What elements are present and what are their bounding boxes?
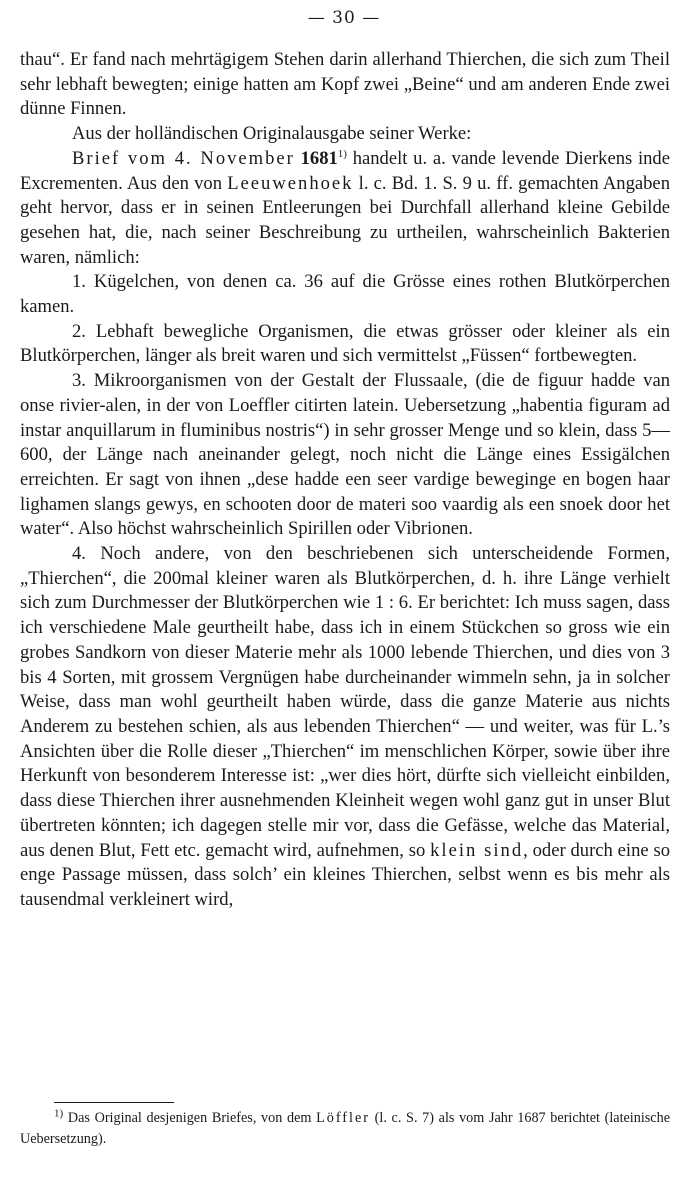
footnote-mark: 1)	[54, 1107, 64, 1120]
paragraph-letter-1681	[20, 147, 670, 271]
list-item-2: 2. Lebhaft bewegliche Organismen, die etwas grösser oder kleiner als ein Blutkörperchen, länger als breit waren und sich vermittelst „Füssen“ fortbewegten.	[20, 320, 670, 367]
list-item-4	[20, 542, 670, 913]
paragraph-continuation: thau“. Er fand nach mehrtägigem Stehen darin allerhand Thierchen, die sich zum Theil sehr lebhaft bewegten; einige hatten am Kopf zwei „Beine“ und am anderen Ende zwei dünne Finnen.	[20, 49, 670, 120]
list-item-1: 1. Kügelchen, von denen ca. 36 auf die Grösse eines rothen Blutkörperchen kamen.	[20, 271, 670, 318]
letter-text-b: gemachten Angaben geht hervor, dass er in seinen Entleerungen bei Durchfall allerhand kleine Gebilde gesehen hat, die, nach seiner Beschreibung zu urtheilen, wahrscheinlich Bakterien waren, nämlich:	[20, 172, 670, 268]
paragraph-source-intro: Aus der holländischen Originalausgabe seiner Werke:	[72, 123, 472, 145]
author-loeffler: Löffler	[316, 1110, 370, 1126]
footnote-text-b: (l. c. S. 7) als vom Jahr 1687 berichtet (lateinische Uebersetzung).	[20, 1110, 670, 1147]
letter-label: Brief vom 4. November	[72, 147, 295, 169]
list-item-4-text: 4. Noch andere, von den beschriebenen sich unterscheidende Formen, „Thierchen“, die 200mal kleiner waren als Blutkörperchen, d. h. ihre Länge verhielt sich zum Durchmesser der Blutkörperchen wie 1 : 6. Er berichtet: Ich muss sagen, dass ich verschiedene Male geurtheilt habe, dass ich in einem Stückchen so gross wie ein grobes Sandkorn von dieser Materie mehr als 1000 lebende Thierchen, und dies von 3 bis 4 Sorten, mit grossem Vergnügen habe durcheinander wimmeln sehn, ja in solcher Weise, dass man wohl geurtheilt haben würde, dass die ganze Materie aus nichts Anderem zu bestehen schien, als aus lebenden Thierchen“ — und weiter, was für L.’s Ansichten über die Rolle dieser „Thierchen“ im menschlichen Körper, sowie über ihre Herkunft von besonderem Interesse ist: „wer dies hört, dürfte sich vielleicht einbilden, dass diese Thierchen ihrer ausnehmenden Kleinheit wegen wohl ganz gut in unser Blut übertreten könnten; ich dagegen stelle mir vor, dass die Gefässe, welche das Material, aus denen Blut, Fett etc. gemacht wird, aufnehmen, so	[20, 543, 670, 861]
author-leeuwenhoek: Leeuwenhoek	[227, 172, 354, 194]
footnote-text-a: Das Original desjenigen Briefes, von dem	[63, 1110, 317, 1126]
letter-reference: l. c. Bd. 1. S. 9 u. ff.	[353, 172, 513, 194]
footnote-1	[20, 1108, 670, 1150]
list-item-3: 3. Mikroorganismen von der Gestalt der Flussaale, (die de figuur hadde van onse rivier-alen, in der von Loeffler citirten latein. Uebersetzung „habentia figuram ad instar anquillarum in fluminibus nostris“) in sehr grosser Menge und so klein, dass 5—600, der Länge nach aneinander gelegt, noch nicht die Länge eines Essigälchen erreichten. Er sagt von ihnen „dese hadde een seer vardige beweginge en bogen haar lighamen slangs gewys, en schooten door de materi soo vaardig als een snoek door het water“. Also höchst wahrscheinlich Spirillen oder Vibrionen.	[20, 370, 670, 540]
emphasis-klein-sind: klein sind	[430, 839, 524, 861]
list-item-4-text-end: , oder durch eine so enge Passage müssen, dass solch’ ein kleines Thierchen, selbst wenn es bis mehr als tausendmal verkleinert wird,	[20, 839, 671, 910]
page-number: — 30 —	[307, 8, 381, 28]
footnote	[20, 1108, 670, 1150]
body-text	[20, 48, 670, 913]
letter-year: 1681	[300, 147, 338, 169]
footnote-ref: 1)	[337, 147, 347, 160]
footnote-divider	[54, 1102, 174, 1103]
letter-text-a: handelt u. a. vande levende Dierkens inde Excrementen. Aus den von	[20, 147, 670, 194]
